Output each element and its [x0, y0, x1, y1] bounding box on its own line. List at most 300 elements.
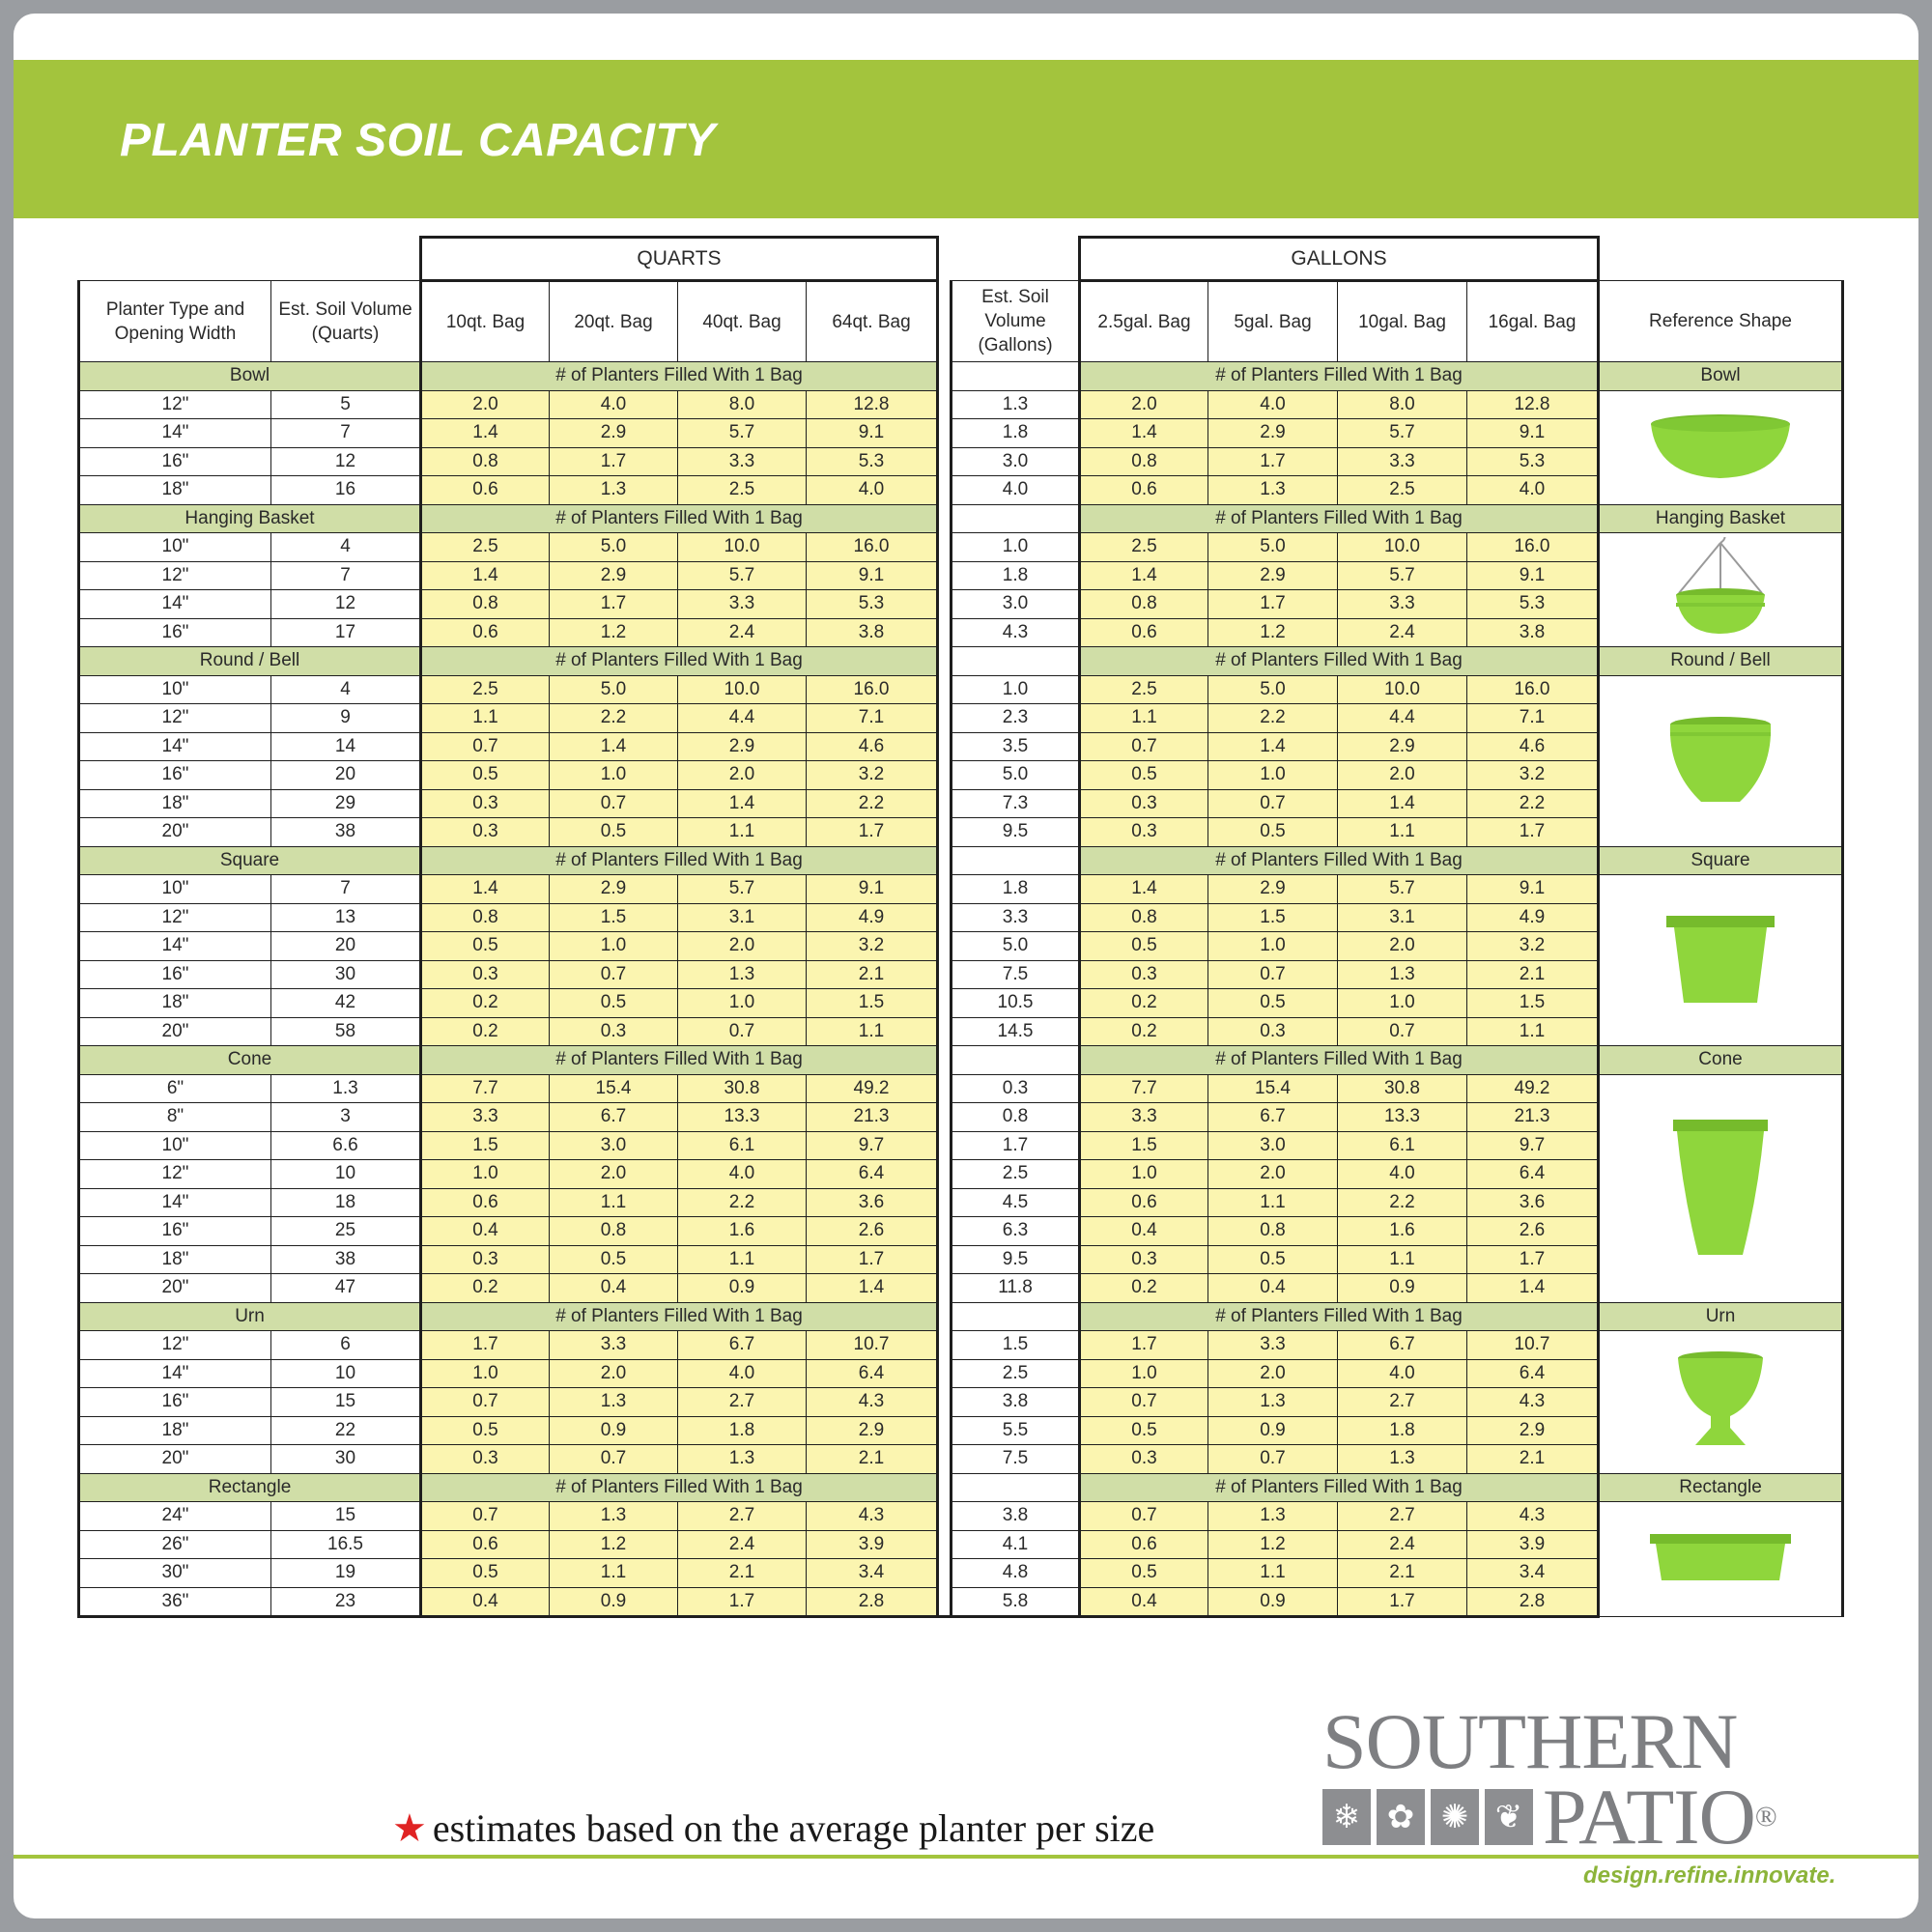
cell-10qt: 0.2: [421, 1274, 550, 1303]
cell-width: 14": [79, 932, 271, 961]
poster: [14, 14, 1918, 1918]
cell-2-5gal: 1.7: [1080, 1331, 1208, 1360]
cell-10qt: 2.5: [421, 533, 550, 562]
cell-est-soil-gallons: 3.0: [952, 447, 1080, 476]
cell-20qt: 2.0: [550, 1160, 678, 1189]
cell-64qt: 4.3: [807, 1388, 938, 1417]
cell-width: 8": [79, 1103, 271, 1132]
table-row: [79, 1388, 1843, 1417]
table-row: [79, 1017, 1843, 1046]
cell-width: 12": [79, 1331, 271, 1360]
cell-2-5gal: 1.4: [1080, 419, 1208, 448]
table-row: [79, 1331, 1843, 1360]
cell-10qt: 1.4: [421, 875, 550, 904]
brand-logo: [1322, 1697, 1836, 1889]
cell-width: 36": [79, 1587, 271, 1617]
cell-width: 18": [79, 1245, 271, 1274]
brand-name: SOUTHERN: [1322, 1697, 1738, 1785]
cell-width: 14": [79, 419, 271, 448]
cell-10gal: 1.0: [1338, 989, 1467, 1018]
planters-filled-label: # of Planters Filled With 1 Bag: [421, 1046, 938, 1075]
cell-64qt: 1.1: [807, 1017, 938, 1046]
cell-width: 10": [79, 875, 271, 904]
cell-5gal: 5.0: [1208, 533, 1338, 562]
section-header-row: [79, 647, 1843, 676]
cell-est-soil-quarts: 42: [271, 989, 421, 1018]
planters-filled-label: # of Planters Filled With 1 Bag: [421, 846, 938, 875]
section-name: Round / Bell: [79, 647, 421, 676]
cell-16gal: 16.0: [1467, 675, 1599, 704]
cell-est-soil-quarts: 20: [271, 932, 421, 961]
cell-2-5gal: 2.5: [1080, 533, 1208, 562]
cell-10qt: 0.4: [421, 1587, 550, 1617]
cell-width: 30": [79, 1559, 271, 1588]
table-row: [79, 1160, 1843, 1189]
header-5gal: 5gal. Bag: [1208, 281, 1338, 362]
cell-64qt: 16.0: [807, 533, 938, 562]
header-planter-type: Planter Type and Opening Width: [79, 281, 271, 362]
cell-10qt: 0.8: [421, 447, 550, 476]
cell-10gal: 0.9: [1338, 1274, 1467, 1303]
cell-5gal: 1.0: [1208, 761, 1338, 790]
cell-64qt: 49.2: [807, 1074, 938, 1103]
table-row: [79, 1274, 1843, 1303]
cell-est-soil-quarts: 12: [271, 447, 421, 476]
cell-20qt: 2.9: [550, 419, 678, 448]
cell-5gal: 1.3: [1208, 1502, 1338, 1531]
section-name: Square: [79, 846, 421, 875]
cell-2-5gal: 0.3: [1080, 1445, 1208, 1474]
cell-40qt: 4.0: [678, 1359, 807, 1388]
cell-5gal: 0.7: [1208, 960, 1338, 989]
table-row: [79, 1445, 1843, 1474]
cell-2-5gal: 0.2: [1080, 1274, 1208, 1303]
cell-5gal: 0.3: [1208, 1017, 1338, 1046]
cell-10gal: 2.9: [1338, 732, 1467, 761]
cell-64qt: 2.6: [807, 1217, 938, 1246]
table-row: [79, 989, 1843, 1018]
cell-est-soil-quarts: 25: [271, 1217, 421, 1246]
cell-64qt: 1.7: [807, 1245, 938, 1274]
cell-10qt: 2.0: [421, 390, 550, 419]
cell-10qt: 0.4: [421, 1217, 550, 1246]
cell-10gal: 2.1: [1338, 1559, 1467, 1588]
cell-10qt: 0.2: [421, 989, 550, 1018]
planters-filled-label: # of Planters Filled With 1 Bag: [421, 1473, 938, 1502]
cell-16gal: 2.8: [1467, 1587, 1599, 1617]
cell-10gal: 5.7: [1338, 875, 1467, 904]
cell-10qt: 1.7: [421, 1331, 550, 1360]
planters-filled-label: # of Planters Filled With 1 Bag: [421, 504, 938, 533]
cell-20qt: 0.7: [550, 1445, 678, 1474]
cell-10qt: 0.3: [421, 789, 550, 818]
cell-est-soil-quarts: 14: [271, 732, 421, 761]
cell-10qt: 0.2: [421, 1017, 550, 1046]
cell-10gal: 1.6: [1338, 1217, 1467, 1246]
table-row: [79, 1559, 1843, 1588]
cell-64qt: 21.3: [807, 1103, 938, 1132]
cell-16gal: 9.7: [1467, 1131, 1599, 1160]
cell-est-soil-gallons: 4.5: [952, 1188, 1080, 1217]
cell-20qt: 0.5: [550, 1245, 678, 1274]
cell-2-5gal: 1.0: [1080, 1160, 1208, 1189]
cell-64qt: 6.4: [807, 1359, 938, 1388]
cell-5gal: 0.9: [1208, 1587, 1338, 1617]
cell-2-5gal: 1.0: [1080, 1359, 1208, 1388]
cell-2-5gal: 0.2: [1080, 1017, 1208, 1046]
cell-5gal: 1.2: [1208, 618, 1338, 647]
cell-40qt: 1.3: [678, 1445, 807, 1474]
cell-est-soil-quarts: 23: [271, 1587, 421, 1617]
cell-2-5gal: 2.0: [1080, 390, 1208, 419]
cell-width: 14": [79, 1359, 271, 1388]
cell-est-soil-quarts: 3: [271, 1103, 421, 1132]
cell-20qt: 1.5: [550, 903, 678, 932]
cell-16gal: 7.1: [1467, 704, 1599, 733]
cell-40qt: 6.7: [678, 1331, 807, 1360]
cell-10qt: 0.8: [421, 590, 550, 619]
cell-2-5gal: 0.8: [1080, 447, 1208, 476]
cell-64qt: 1.5: [807, 989, 938, 1018]
cell-20qt: 1.1: [550, 1188, 678, 1217]
cell-40qt: 4.4: [678, 704, 807, 733]
cell-5gal: 15.4: [1208, 1074, 1338, 1103]
cell-10gal: 1.1: [1338, 1245, 1467, 1274]
cell-est-soil-quarts: 1.3: [271, 1074, 421, 1103]
table-row: [79, 1530, 1843, 1559]
table-row: [79, 390, 1843, 419]
table-row: [79, 1416, 1843, 1445]
cell-64qt: 6.4: [807, 1160, 938, 1189]
cell-est-soil-gallons: 1.0: [952, 533, 1080, 562]
cell-est-soil-quarts: 7: [271, 419, 421, 448]
planters-filled-label: # of Planters Filled With 1 Bag: [1080, 846, 1599, 875]
table-row: [79, 590, 1843, 619]
cell-est-soil-quarts: 12: [271, 590, 421, 619]
cell-16gal: 21.3: [1467, 1103, 1599, 1132]
cell-20qt: 0.9: [550, 1587, 678, 1617]
table-row: [79, 561, 1843, 590]
cell-20qt: 2.9: [550, 561, 678, 590]
cell-width: 20": [79, 1274, 271, 1303]
cell-width: 12": [79, 704, 271, 733]
cell-est-soil-gallons: 4.8: [952, 1559, 1080, 1588]
cell-64qt: 4.0: [807, 476, 938, 505]
cell-10qt: 1.4: [421, 419, 550, 448]
cell-2-5gal: 0.8: [1080, 590, 1208, 619]
cell-16gal: 2.9: [1467, 1416, 1599, 1445]
planters-filled-label: # of Planters Filled With 1 Bag: [421, 362, 938, 391]
cell-5gal: 0.5: [1208, 989, 1338, 1018]
cell-est-soil-quarts: 4: [271, 533, 421, 562]
cell-2-5gal: 7.7: [1080, 1074, 1208, 1103]
bowl-shape-icon: [1643, 409, 1798, 486]
cell-64qt: 9.1: [807, 875, 938, 904]
cell-est-soil-gallons: 2.5: [952, 1160, 1080, 1189]
cell-10gal: 8.0: [1338, 390, 1467, 419]
cell-16gal: 3.8: [1467, 618, 1599, 647]
cell-10gal: 1.1: [1338, 818, 1467, 847]
table-row: [79, 618, 1843, 647]
cell-20qt: 0.4: [550, 1274, 678, 1303]
cell-40qt: 1.6: [678, 1217, 807, 1246]
cell-10gal: 4.4: [1338, 704, 1467, 733]
cell-est-soil-gallons: 1.8: [952, 419, 1080, 448]
table-row: [79, 875, 1843, 904]
reference-shape-name: Rectangle: [1599, 1473, 1843, 1502]
cell-2-5gal: 0.7: [1080, 1502, 1208, 1531]
cell-10gal: 1.4: [1338, 789, 1467, 818]
cell-2-5gal: 0.7: [1080, 1388, 1208, 1417]
table-row: [79, 818, 1843, 847]
cell-40qt: 10.0: [678, 533, 807, 562]
cell-2-5gal: 0.3: [1080, 1245, 1208, 1274]
cell-64qt: 7.1: [807, 704, 938, 733]
cell-2-5gal: 1.1: [1080, 704, 1208, 733]
cell-est-soil-quarts: 16: [271, 476, 421, 505]
cell-10gal: 4.0: [1338, 1160, 1467, 1189]
cell-width: 26": [79, 1530, 271, 1559]
cell-40qt: 1.7: [678, 1587, 807, 1617]
quarts-group-header: QUARTS: [421, 238, 938, 281]
cell-16gal: 4.3: [1467, 1502, 1599, 1531]
header-10qt: 10qt. Bag: [421, 281, 550, 362]
cell-10gal: 1.3: [1338, 960, 1467, 989]
header-20qt: 20qt. Bag: [550, 281, 678, 362]
cell-est-soil-quarts: 13: [271, 903, 421, 932]
cell-64qt: 2.1: [807, 1445, 938, 1474]
cell-2-5gal: 0.5: [1080, 1559, 1208, 1588]
cell-10gal: 6.1: [1338, 1131, 1467, 1160]
cell-5gal: 4.0: [1208, 390, 1338, 419]
section-name: Hanging Basket: [79, 504, 421, 533]
gallons-group-header: GALLONS: [1080, 238, 1599, 281]
table-row: [79, 1103, 1843, 1132]
cell-40qt: 2.0: [678, 932, 807, 961]
cell-40qt: 8.0: [678, 390, 807, 419]
section-header-row: [79, 1046, 1843, 1075]
cell-5gal: 0.9: [1208, 1416, 1338, 1445]
page-title: PLANTER SOIL CAPACITY: [120, 115, 716, 166]
cell-40qt: 2.7: [678, 1502, 807, 1531]
cone-shape-icon: [1667, 1116, 1774, 1261]
cone-shape: [1599, 1074, 1843, 1302]
cell-est-soil-quarts: 7: [271, 561, 421, 590]
cell-16gal: 1.1: [1467, 1017, 1599, 1046]
cell-5gal: 1.2: [1208, 1530, 1338, 1559]
cell-width: 14": [79, 732, 271, 761]
reference-shape-name: Square: [1599, 846, 1843, 875]
cell-est-soil-gallons: 5.0: [952, 761, 1080, 790]
table-body: [79, 362, 1843, 1617]
cell-width: 12": [79, 390, 271, 419]
cell-width: 18": [79, 989, 271, 1018]
cell-width: 20": [79, 818, 271, 847]
header-40qt: 40qt. Bag: [678, 281, 807, 362]
cell-est-soil-quarts: 17: [271, 618, 421, 647]
cell-10qt: 0.5: [421, 1416, 550, 1445]
cell-2-5gal: 1.5: [1080, 1131, 1208, 1160]
cell-10gal: 3.1: [1338, 903, 1467, 932]
cell-est-soil-gallons: 5.8: [952, 1587, 1080, 1617]
cell-est-soil-gallons: 4.3: [952, 618, 1080, 647]
planters-filled-label: # of Planters Filled With 1 Bag: [1080, 1302, 1599, 1331]
cell-width: 14": [79, 590, 271, 619]
section-header-row: [79, 362, 1843, 391]
cell-40qt: 2.4: [678, 618, 807, 647]
cell-40qt: 2.1: [678, 1559, 807, 1588]
table-row: [79, 447, 1843, 476]
cell-5gal: 3.3: [1208, 1331, 1338, 1360]
table-row: [79, 789, 1843, 818]
header-est-soil-gallons: Est. Soil Volume (Gallons): [952, 281, 1080, 362]
reference-shape-name: Urn: [1599, 1302, 1843, 1331]
flower-icon: ✿: [1377, 1789, 1425, 1845]
table-row: [79, 419, 1843, 448]
cell-20qt: 5.0: [550, 675, 678, 704]
hanging-basket-shape: [1599, 533, 1843, 647]
cell-64qt: 2.2: [807, 789, 938, 818]
cell-10gal: 30.8: [1338, 1074, 1467, 1103]
cell-5gal: 0.4: [1208, 1274, 1338, 1303]
cell-est-soil-quarts: 9: [271, 704, 421, 733]
cell-10qt: 0.7: [421, 1388, 550, 1417]
cell-10gal: 3.3: [1338, 447, 1467, 476]
cell-10gal: 5.7: [1338, 561, 1467, 590]
cell-40qt: 1.3: [678, 960, 807, 989]
cell-5gal: 0.7: [1208, 1445, 1338, 1474]
table-row: [79, 761, 1843, 790]
cell-40qt: 10.0: [678, 675, 807, 704]
cell-est-soil-quarts: 58: [271, 1017, 421, 1046]
cell-64qt: 9.1: [807, 561, 938, 590]
square-shape: [1599, 875, 1843, 1046]
cell-width: 20": [79, 1445, 271, 1474]
cell-width: 12": [79, 561, 271, 590]
planters-filled-label: # of Planters Filled With 1 Bag: [1080, 1473, 1599, 1502]
cell-20qt: 0.7: [550, 960, 678, 989]
cell-est-soil-gallons: 5.5: [952, 1416, 1080, 1445]
cell-10gal: 1.3: [1338, 1445, 1467, 1474]
cell-20qt: 1.1: [550, 1559, 678, 1588]
cell-5gal: 5.0: [1208, 675, 1338, 704]
cell-2-5gal: 0.5: [1080, 1416, 1208, 1445]
planters-filled-label: # of Planters Filled With 1 Bag: [421, 647, 938, 676]
header-2-5gal: 2.5gal. Bag: [1080, 281, 1208, 362]
cell-est-soil-gallons: 7.3: [952, 789, 1080, 818]
bowl-shape: [1599, 390, 1843, 504]
cell-10gal: 2.0: [1338, 932, 1467, 961]
rectangle-shape: [1599, 1502, 1843, 1617]
cell-10gal: 2.7: [1338, 1388, 1467, 1417]
cell-est-soil-gallons: 3.0: [952, 590, 1080, 619]
cell-10qt: 0.3: [421, 960, 550, 989]
cell-10qt: 0.5: [421, 761, 550, 790]
cell-16gal: 12.8: [1467, 390, 1599, 419]
cell-5gal: 1.1: [1208, 1188, 1338, 1217]
cell-20qt: 6.7: [550, 1103, 678, 1132]
cell-16gal: 6.4: [1467, 1359, 1599, 1388]
cell-10qt: 0.5: [421, 932, 550, 961]
round-bell-shape-icon: [1662, 713, 1778, 810]
cell-est-soil-gallons: 3.5: [952, 732, 1080, 761]
table-row: [79, 1217, 1843, 1246]
section-header-row: [79, 504, 1843, 533]
footnote-text: estimates based on the average planter per size: [432, 1806, 1155, 1850]
snowflake-icon: ❄: [1322, 1789, 1371, 1845]
cell-64qt: 5.3: [807, 447, 938, 476]
cell-est-soil-quarts: 10: [271, 1359, 421, 1388]
table-row: [79, 533, 1843, 562]
cell-est-soil-gallons: 1.7: [952, 1131, 1080, 1160]
cell-est-soil-gallons: 4.0: [952, 476, 1080, 505]
cell-64qt: 3.8: [807, 618, 938, 647]
cell-64qt: 3.4: [807, 1559, 938, 1588]
cell-est-soil-quarts: 4: [271, 675, 421, 704]
cell-40qt: 6.1: [678, 1131, 807, 1160]
section-header-row: [79, 846, 1843, 875]
cell-2-5gal: 2.5: [1080, 675, 1208, 704]
cell-20qt: 2.2: [550, 704, 678, 733]
section-header-row: [79, 1473, 1843, 1502]
cell-10qt: 0.8: [421, 903, 550, 932]
cell-5gal: 2.9: [1208, 419, 1338, 448]
table-row: [79, 1188, 1843, 1217]
cell-est-soil-gallons: 4.1: [952, 1530, 1080, 1559]
cell-est-soil-quarts: 7: [271, 875, 421, 904]
cell-16gal: 3.2: [1467, 932, 1599, 961]
cell-64qt: 1.4: [807, 1274, 938, 1303]
cell-10gal: 10.0: [1338, 675, 1467, 704]
table-row: [79, 903, 1843, 932]
cell-16gal: 5.3: [1467, 590, 1599, 619]
cell-20qt: 0.8: [550, 1217, 678, 1246]
cell-est-soil-quarts: 10: [271, 1160, 421, 1189]
cell-20qt: 1.7: [550, 590, 678, 619]
cell-16gal: 9.1: [1467, 561, 1599, 590]
cell-64qt: 12.8: [807, 390, 938, 419]
planters-filled-label: # of Planters Filled With 1 Bag: [1080, 647, 1599, 676]
cell-40qt: 13.3: [678, 1103, 807, 1132]
footnote: [392, 1805, 1154, 1851]
cell-16gal: 10.7: [1467, 1331, 1599, 1360]
cell-width: 16": [79, 761, 271, 790]
cell-est-soil-quarts: 47: [271, 1274, 421, 1303]
cell-width: 16": [79, 1388, 271, 1417]
cell-2-5gal: 0.6: [1080, 618, 1208, 647]
cell-est-soil-quarts: 38: [271, 818, 421, 847]
cell-width: 14": [79, 1188, 271, 1217]
cell-width: 16": [79, 447, 271, 476]
cell-20qt: 0.5: [550, 989, 678, 1018]
cell-16gal: 2.6: [1467, 1217, 1599, 1246]
section-header-row: [79, 1302, 1843, 1331]
cell-10gal: 1.7: [1338, 1587, 1467, 1617]
cell-10gal: 6.7: [1338, 1331, 1467, 1360]
cell-64qt: 3.9: [807, 1530, 938, 1559]
capacity-table: [77, 236, 1844, 1618]
cell-10gal: 2.5: [1338, 476, 1467, 505]
cell-est-soil-quarts: 30: [271, 1445, 421, 1474]
hanging-basket-shape-icon: [1667, 537, 1774, 643]
header-reference-shape: Reference Shape: [1599, 281, 1843, 362]
cell-40qt: 2.0: [678, 761, 807, 790]
cell-est-soil-gallons: 1.3: [952, 390, 1080, 419]
cell-est-soil-gallons: 6.3: [952, 1217, 1080, 1246]
cell-est-soil-quarts: 18: [271, 1188, 421, 1217]
cell-10qt: 0.6: [421, 476, 550, 505]
table-row: [79, 932, 1843, 961]
